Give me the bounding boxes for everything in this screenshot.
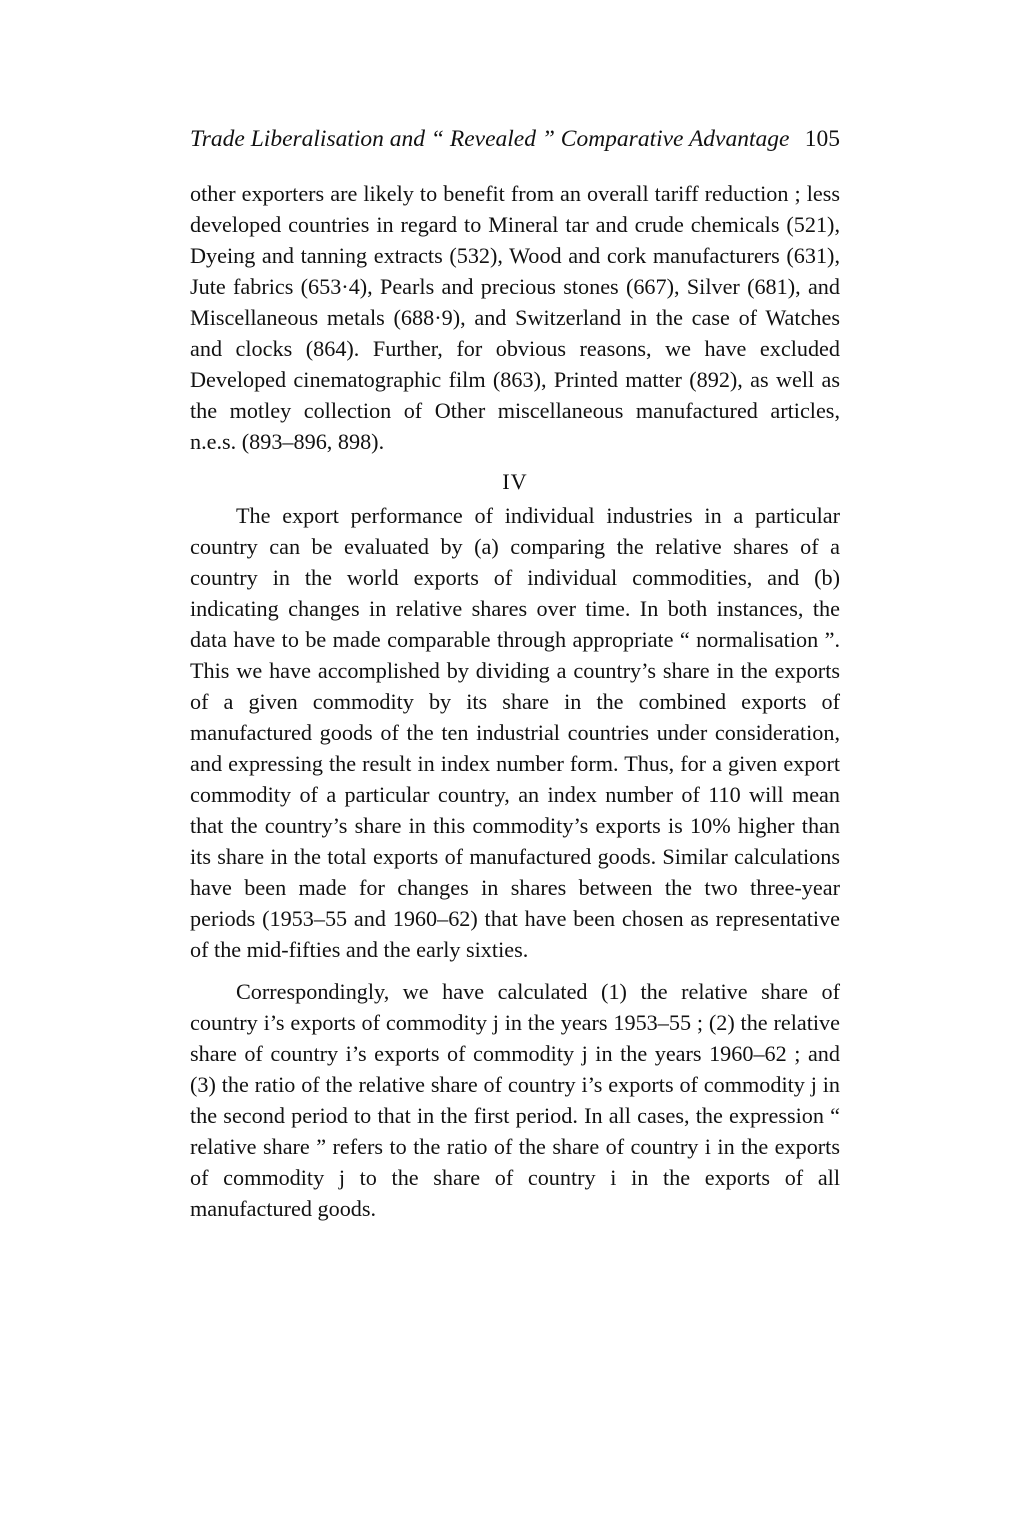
running-title: Trade Liberalisation and “ Revealed ” Comparative Advantage bbox=[190, 126, 790, 152]
running-head bbox=[190, 124, 840, 154]
body-paragraph-3: Correspondingly, we have calculated (1) the relative share of country i’s exports of commodity j in the years 1953–55 ; (2) the relative share of country i’s exports of commodity j in the years 1960–62 ; and (3) the ratio of the relative share of country i’s exports of commodity j in the second period to that in the first period. In all cases, the expression “ relative share ” refers to the ratio of the share of country i in the exports of commodity j to the share of country i in the exports of all manufactured goods. bbox=[190, 979, 840, 1221]
document-page bbox=[190, 124, 840, 1224]
section-heading: IV bbox=[502, 469, 528, 494]
body-paragraph-2: The export performance of individual industries in a particular country can be evaluated by (a) comparing the relative shares of a country in the world exports of individual commodities, and (b) indicating changes in relative shares over time. In both instances, the data have to be made comparable through appropriate “ normalisation ”. This we have accomplished by dividing a country’s share in the exports of a given commodity by its share in the combined exports of manufactured goods of the ten industrial countries under consideration, and expressing the result in index number form. Thus, for a given export commodity of a particular country, an index number of 110 will mean that the country’s share in this commodity’s exports is 10% higher than its share in the total exports of manufactured goods. Similar calculations have been made for changes in shares between the two three-year periods (1953–55 and 1960–62) that have been chosen as representative of the mid-fifties and the early sixties. bbox=[190, 503, 840, 962]
page-number: 105 bbox=[804, 126, 840, 152]
body-paragraph-1: other exporters are likely to benefit from an overall tariff reduction ; less developed countries in regard to Mineral tar and crude chemicals (521), Dyeing and tanning extracts (532), Wood and cork manufacturers (631), Jute fabrics (653·4), Pearls and precious stones (667), Silver (681), and Miscellaneous metals (688·9), and Switzerland in the case of Watches and clocks (864). Further, for obvious reasons, we have excluded Developed cinematographic film (863), Printed matter (892), as well as the motley collection of Other miscellaneous manufactured articles, n.e.s. (893–896, 898). bbox=[190, 181, 840, 454]
